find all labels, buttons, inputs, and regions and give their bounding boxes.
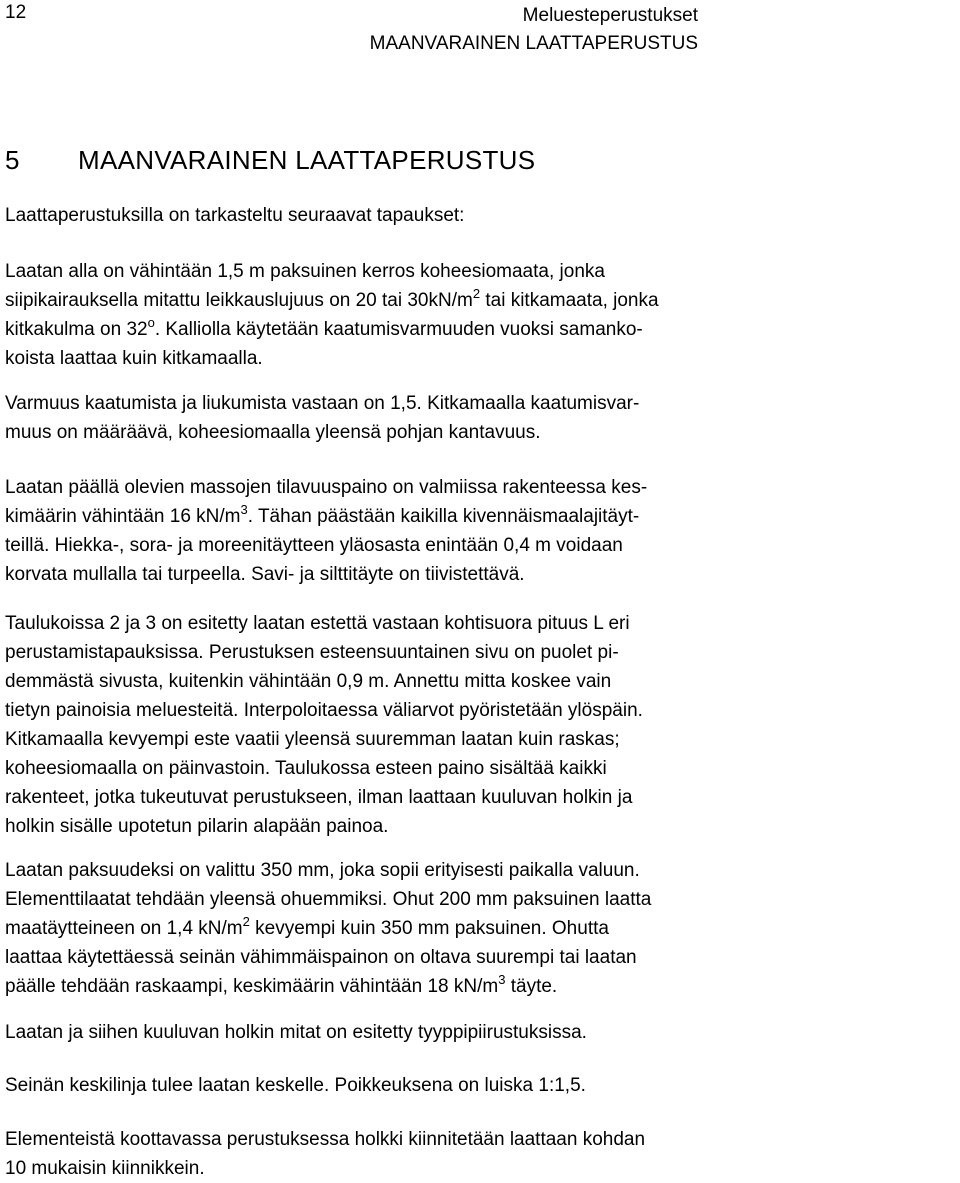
section-number: 5 [5,145,20,175]
text-line: perustamistapauksissa. Perustuksen esteensuuntainen sivu on puolet pi- [5,642,619,663]
text-line: Taulukoissa 2 ja 3 on esitetty laatan estettä vastaan kohtisuora pituus L eri [5,613,630,634]
text-line: korvata mullalla tai turpeella. Savi- ja silttitäyte on tiivistettävä. [5,564,525,585]
section-title: MAANVARAINEN LAATTAPERUSTUS [78,145,536,175]
paragraph-fill-weight [5,473,705,589]
text-line: Varmuus kaatumista ja liukumista vastaan on 1,5. Kitkamaalla kaatumisvar- [5,393,640,414]
text-line: teillä. Hiekka-, sora- ja moreenitäytteen yläosasta enintään 0,4 m voidaan [5,535,623,556]
paragraph-tables [5,609,705,841]
running-header [370,2,698,58]
text-line: Laatan ja siihen kuuluvan holkin mitat on esitetty tyyppipiirustuksissa. [5,1022,587,1043]
text-line: päälle tehdään raskaampi, keskimäärin vähintään 18 $kN/m^3$ täyte. [5,972,558,997]
text-line: kimäärin vähintään 16 $kN/m^3$. Tähan päästään kaikilla kivennäismaalajitäyt- [5,502,640,527]
text-line: Laatan alla on vähintään 1,5 m paksuinen kerros koheesiomaata, jonka [5,261,605,282]
superscript: 2 [472,286,481,301]
paragraph-slab-thickness [5,856,705,1001]
paragraph-elements [5,1125,705,1183]
paragraph-soil-cases [5,257,705,373]
text-line: Laattaperustuksilla on tarkasteltu seuraavat tapaukset: [5,205,465,226]
text-line: muus on määräävä, koheesiomaalla yleensä pohjan kantavuus. [5,422,541,443]
text-line: Laatan päällä olevien massojen tilavuuspaino on valmiissa rakenteessa kes- [5,477,648,498]
superscript: o [147,315,155,330]
paragraph-intro [5,201,705,230]
text-line: Seinän keskilinja tulee laatan keskelle. Poikkeuksena on luiska 1:1,5. [5,1075,586,1096]
text-line: tietyn painoisia meluesteitä. Interpoloitaessa väliarvot pyöristetään ylöspäin. [5,700,643,721]
text-line: koista laattaa kuin kitkamaalla. [5,348,263,369]
section-heading [5,145,535,176]
header-subtitle: MAANVARAINEN LAATTAPERUSTUS [369,33,698,54]
text-line: kitkakulma on 32$^o$. Kalliolla käytetään kaatumisvarmuuden vuoksi samanko- [5,315,643,340]
page-number: 12 [5,2,27,23]
text-line: Kitkamaalla kevyempi este vaatii yleensä suuremman laatan kuin raskas; [5,729,620,750]
text-line: holkin sisälle upotetun pilarin alapään painoa. [5,816,389,837]
text-line: siipikairauksella mitattu leikkauslujuus on 20 tai $30kN/m^2$ tai kitkamaata, jonka [5,286,659,311]
paragraph-safety-factor [5,389,705,447]
paragraph-centerline [5,1071,705,1100]
text-line: Laatan paksuudeksi on valittu 350 mm, joka sopii erityisesti paikalla valuun. [5,860,640,881]
superscript: 3 [240,502,248,517]
text-line: demmästä sivusta, kuitenkin vähintään 0,9 m. Annettu mitta koskee vain [5,671,612,692]
text-line: Elementeistä koottavassa perustuksessa holkki kiinnitetään laattaan kohdan [5,1129,646,1150]
superscript: 2 [242,914,250,929]
text-line: maatäytteineen on 1,4 $kN/m^2$ kevyempi kuin 350 mm paksuinen. Ohutta [5,914,609,939]
text-line: koheesiomaalla on päinvastoin. Taulukossa esteen paino sisältää kaikki [5,758,607,779]
text-line: 10 mukaisin kiinnikkein. [5,1158,205,1179]
header-title: Meluesteperustukset [522,5,698,26]
text-line: rakenteet, jotka tukeutuvat perustukseen, ilman laattaan kuuluvan holkin ja [5,787,633,808]
text-line: Elementtilaatat tehdään yleensä ohuemmiksi. Ohut 200 mm paksuinen laatta [5,889,652,910]
text-line: laattaa käytettäessä seinän vähimmäispainon on oltava suurempi tai laatan [5,947,637,968]
superscript: 3 [498,972,506,987]
paragraph-drawings [5,1018,705,1047]
